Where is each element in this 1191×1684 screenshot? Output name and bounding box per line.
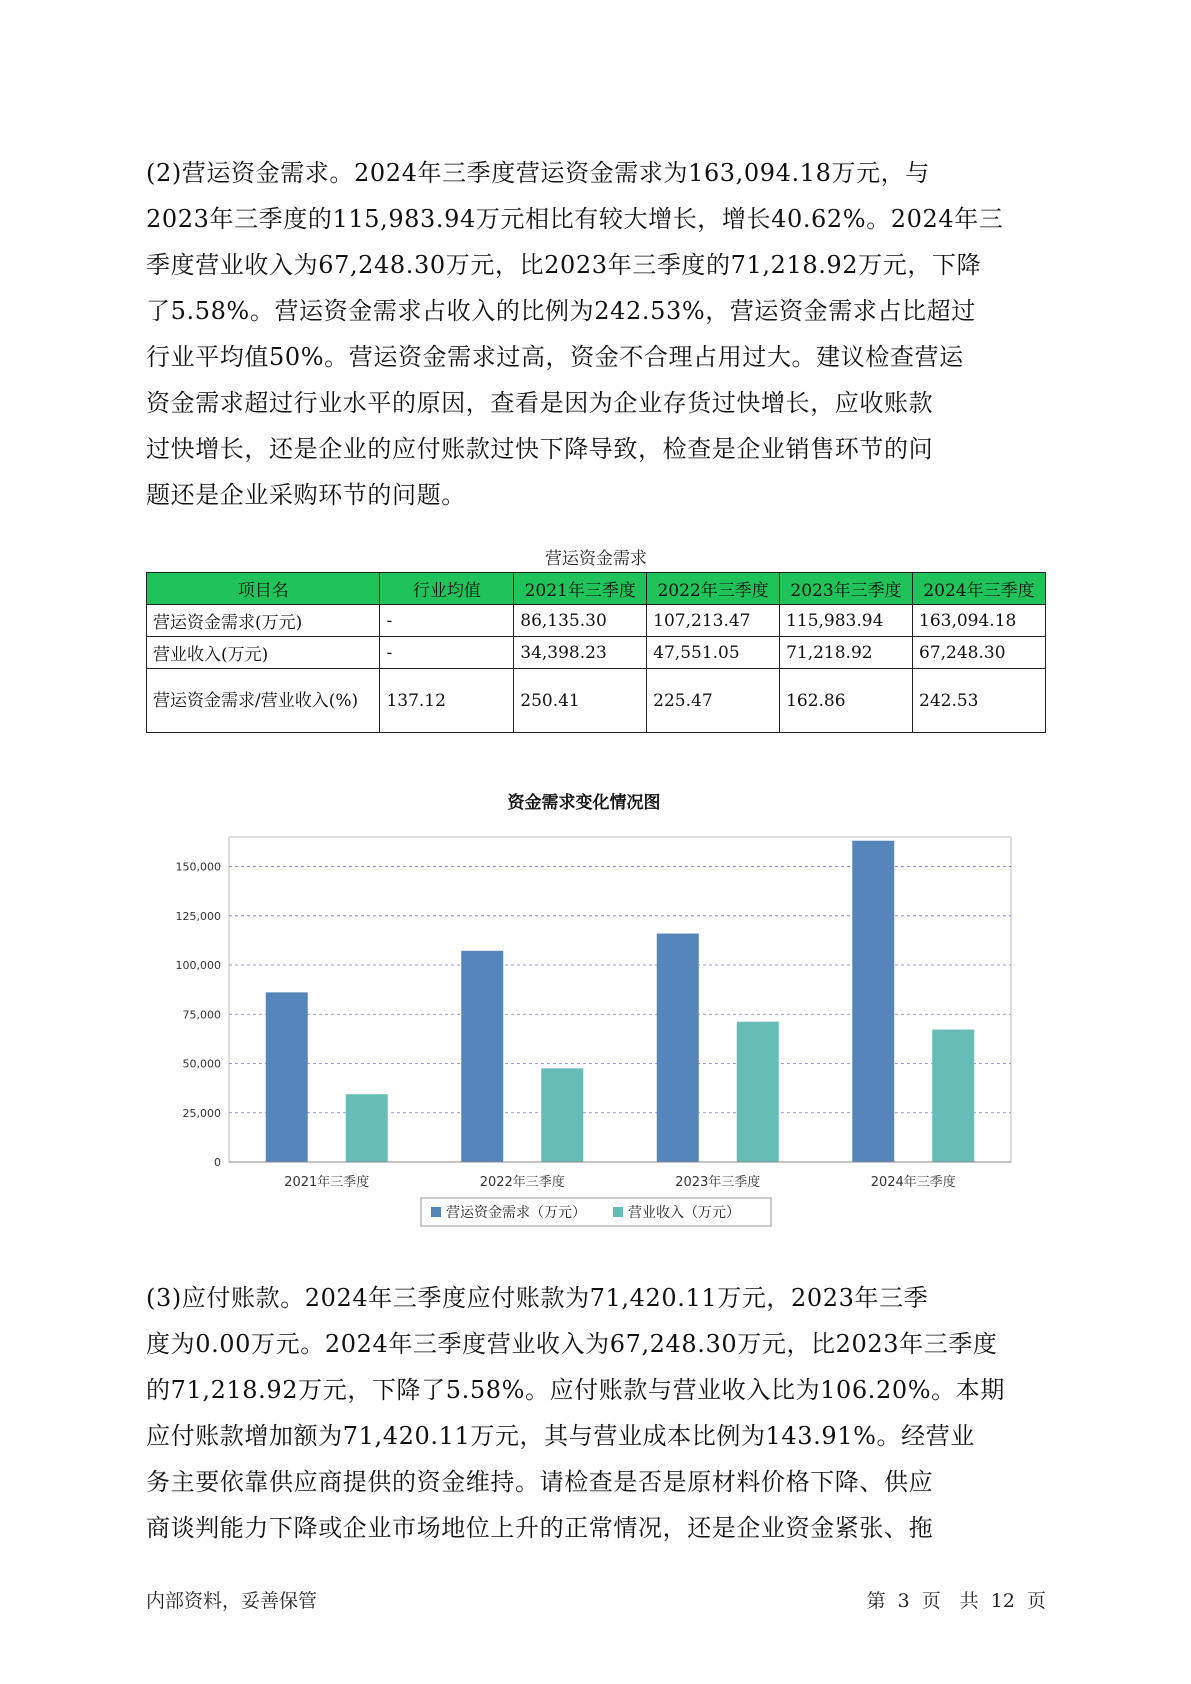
chart-title: 资金需求变化情况图 [507,793,661,813]
legend-label: 营业收入（万元） [628,1205,740,1221]
y-tick-label: 50,000 [182,1057,221,1071]
bar [852,841,894,1162]
column-header: 2023年三季度 [780,573,913,605]
table-cell: 47,551.05 [647,637,780,669]
table-cell: 242.53 [913,669,1046,733]
text-line: (3)应付账款。2024年三季度应付账款为71,420.11万元，2023年三季 [146,1284,929,1312]
table-cell: 营业收入(万元) [147,637,380,669]
table-cell: 34,398.23 [514,637,647,669]
table-cell: 115,983.94 [780,605,913,637]
y-tick-label: 75,000 [182,1008,221,1022]
table-row [147,605,1046,637]
x-tick-label: 2021年三季度 [284,1175,370,1190]
table-caption: 营运资金需求 [545,549,647,569]
text-line: 的71,218.92万元，下降了5.58%。应付账款与营业收入比为106.20%。本期 [146,1376,1005,1404]
x-tick-label: 2024年三季度 [870,1175,956,1190]
column-header: 2024年三季度 [913,573,1046,605]
table-cell: 250.41 [514,669,647,733]
table-cell: 107,213.47 [647,605,780,637]
x-tick-label: 2022年三季度 [479,1175,565,1190]
bar [461,951,503,1162]
bar [266,992,308,1162]
column-header: 2022年三季度 [647,573,780,605]
bar [932,1030,974,1162]
text-line: 务主要依靠供应商提供的资金维持。请检查是否是原材料价格下降、供应 [146,1468,934,1496]
bar [541,1068,583,1162]
table-cell: 163,094.18 [913,605,1046,637]
text-line: 商谈判能力下降或企业市场地位上升的正常情况，还是企业资金紧张、拖 [146,1514,934,1542]
table-cell: - [380,605,514,637]
y-tick-label: 0 [214,1156,221,1169]
table-cell: 营运资金需求(万元) [147,605,380,637]
paragraph-working-capital [146,150,1046,518]
column-header: 项目名 [147,573,380,605]
text-line: 过快增长，还是企业的应付账款过快下降导致，检查是企业销售环节的问 [146,435,934,463]
table-header-row [147,573,1046,605]
bar [346,1094,388,1162]
legend-label: 营运资金需求（万元） [446,1205,586,1221]
table-row [147,637,1046,669]
column-header: 2021年三季度 [514,573,647,605]
table-cell: 71,218.92 [780,637,913,669]
y-tick-label: 25,000 [182,1106,221,1120]
text-line: 应付账款增加额为71,420.11万元，其与营业成本比例为143.91%。经营业 [146,1422,975,1450]
bar-chart-svg [146,790,1046,1230]
column-header: 行业均值 [380,573,514,605]
legend-swatch [613,1207,623,1217]
footer-page-number: 第 3 页 共 12 页 [866,1590,1046,1612]
text-line: 题还是企业采购环节的问题。 [146,481,466,509]
text-line: (2)营运资金需求。2024年三季度营运资金需求为163,094.18万元，与 [146,159,930,187]
table-cell: 营运资金需求/营业收入(%) [147,669,380,733]
table-cell: 162.86 [780,669,913,733]
x-tick-label: 2023年三季度 [675,1175,761,1190]
text-line: 季度营业收入为67,248.30万元，比2023年三季度的71,218.92万元，下降 [146,251,982,279]
text-line: 行业平均值50%。营运资金需求过高，资金不合理占用过大。建议检查营运 [146,343,964,371]
y-tick-label: 125,000 [175,909,221,923]
text-line: 度为0.00万元。2024年三季度营业收入为67,248.30万元，比2023年三季度 [146,1330,998,1358]
table-cell: 225.47 [647,669,780,733]
paragraph-accounts-payable [146,1275,1046,1551]
y-tick-label: 150,000 [175,860,221,874]
text-line: 2023年三季度的115,983.94万元相比有较大增长，增长40.62%。2024年三 [146,205,1004,233]
bar [657,934,699,1162]
table-row [147,669,1046,733]
text-line: 资金需求超过行业水平的原因，查看是因为企业存货过快增长，应收账款 [146,389,934,417]
table-cell: 86,135.30 [514,605,647,637]
table-cell: - [380,637,514,669]
demand-change-chart [146,790,1046,1230]
bar [737,1022,779,1162]
working-capital-table [146,572,1046,733]
footer-confidential-note: 内部资料，妥善保管 [146,1590,318,1612]
y-tick-label: 100,000 [175,959,221,973]
table-cell: 137.12 [380,669,514,733]
text-line: 了5.58%。营运资金需求占收入的比例为242.53%，营运资金需求占比超过 [146,297,976,325]
legend-swatch [431,1207,441,1217]
table-cell: 67,248.30 [913,637,1046,669]
